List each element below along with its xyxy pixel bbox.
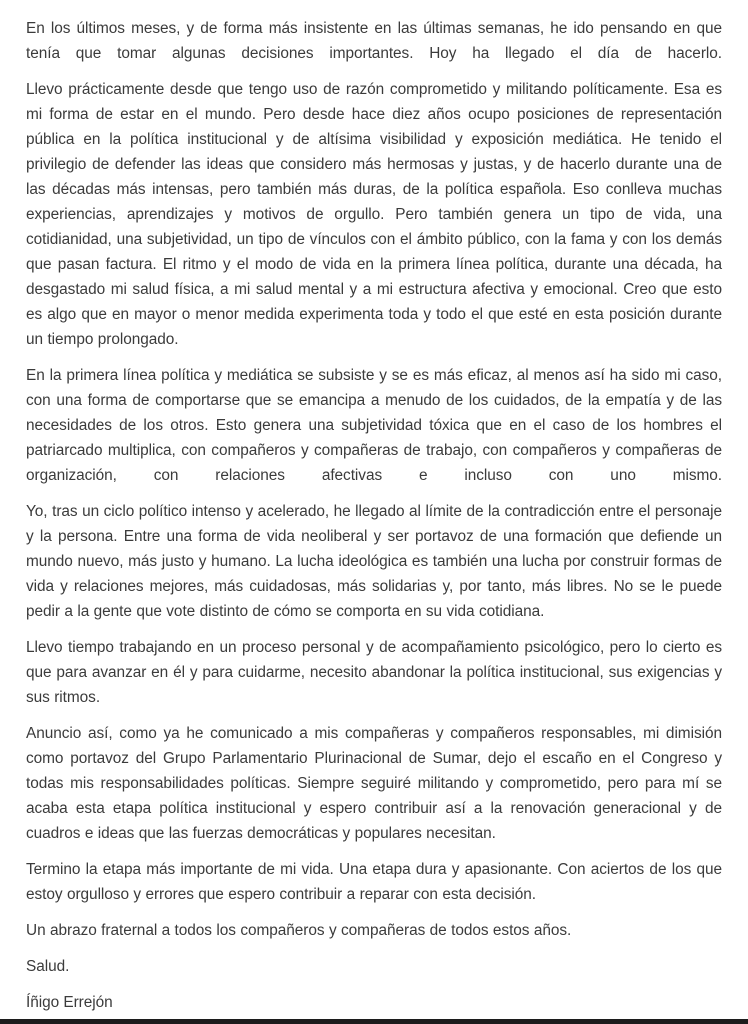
paragraph-5: Llevo tiempo trabajando en un proceso personal y de acompañamiento psicológico, pero lo cierto es que para avanzar en él y para cuidarme, necesito abandonar la política institucional, sus exigencias y sus ritmos. (26, 639, 722, 706)
paragraph-6: Anuncio así, como ya he comunicado a mis compañeras y compañeros responsables, mi dimisión como portavoz del Grupo Parlamentario Plurinacional de Sumar, dejo el escaño en el Congreso y todas mis responsabilidades políticas. Siempre seguiré militando y comprometido, pero para mí se acaba esta etapa política institucional y espero contribuir así a la renovación generacional y de cuadros e ideas que las fuerzas democráticas y populares necesitan. (26, 725, 722, 842)
paragraph-7: Termino la etapa más importante de mi vida. Una etapa dura y apasionante. Con aciertos de los que estoy orgulloso y errores que espero contribuir a reparar con esta decisión. (26, 861, 722, 903)
paragraph-2: Llevo prácticamente desde que tengo uso de razón comprometido y militando políticamente. Esa es mi forma de estar en el mundo. Pero desde hace diez años ocupo posiciones de representación pública en la política institucional y de altísima visibilidad y exposición mediática. He tenido el privilegio de defender las ideas que considero más hermosas y justas, y de hacerlo durante una de las décadas más intensas, pero también más duras, de la política española. Eso conlleva muchas experiencias, aprendizajes y motivos de orgullo. Pero también genera un tipo de vida, una cotidianidad, una subjetividad, un tipo de vínculos con el ámbito público, con la fama y con los demás que pasan factura. El ritmo y el modo de vida en la primera línea política, durante una década, ha desgastado mi salud física, a mi salud mental y a mi estructura afectiva y emocional. Creo que esto es algo que en mayor o menor medida experimenta toda y todo el que esté en esta posición durante un tiempo prolongado. (26, 81, 722, 348)
paragraph-1: En los últimos meses, y de forma más insistente en las últimas semanas, he ido pensando en que tenía que tomar algunas decisiones importantes. Hoy ha llegado el día de hacerlo. (26, 20, 722, 62)
letter-body (26, 16, 722, 1015)
author-signature: Íñigo Errejón (26, 994, 113, 1011)
paragraph-4: Yo, tras un ciclo político intenso y acelerado, he llegado al límite de la contradicción entre el personaje y la persona. Entre una forma de vida neoliberal y ser portavoz de una formación que defiende un mundo nuevo, más justo y humano. La lucha ideológica es también una lucha por construir formas de vida y relaciones mejores, más cuidadosas, más solidarias y, por tanto, más libres. No se le puede pedir a la gente que vote distinto de cómo se comporta en su vida cotidiana. (26, 503, 722, 620)
paragraph-salud: Salud. (26, 958, 70, 975)
paragraph-3: En la primera línea política y mediática se subsiste y se es más eficaz, al menos así ha sido mi caso, con una forma de comportarse que se emancipa a menudo de los cuidados, de la empatía y de las necesidades de los otros. Esto genera una subjetividad tóxica que en el caso de los hombres el patriarcado multiplica, con compañeros y compañeras de trabajo, con compañeros y compañeras de organización, con relaciones afectivas e incluso con uno mismo. (26, 367, 722, 484)
paragraph-farewell: Un abrazo fraternal a todos los compañeros y compañeras de todos estos años. (26, 922, 572, 939)
